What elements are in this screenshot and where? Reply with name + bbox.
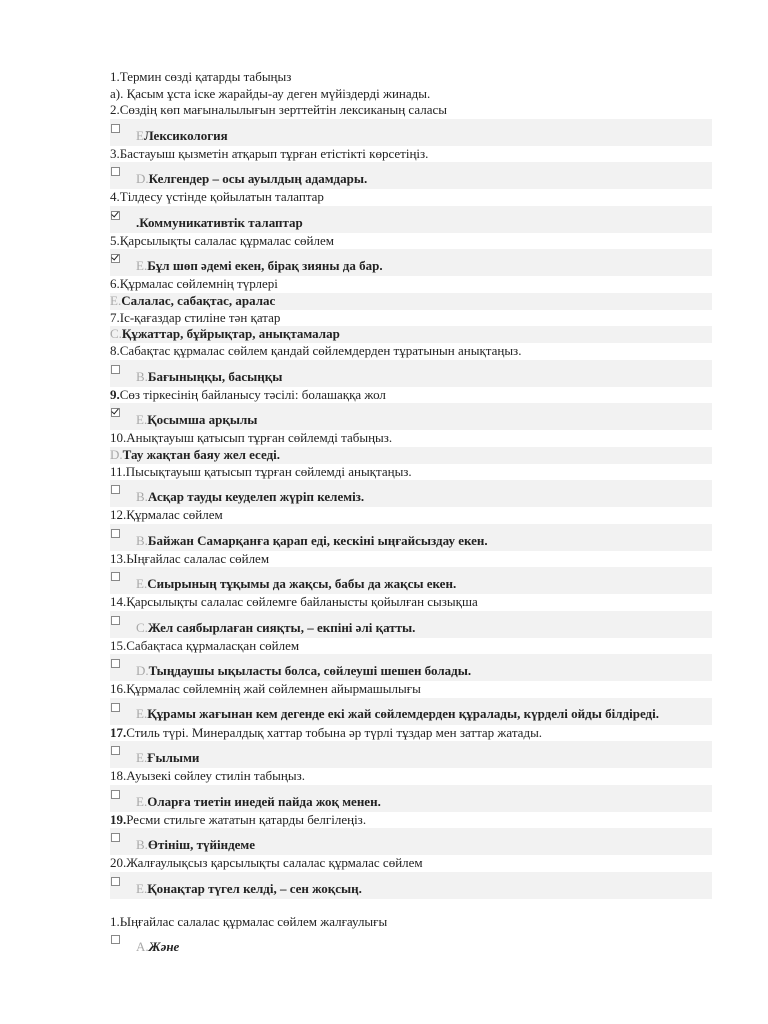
question-number: 16. (110, 681, 127, 696)
answer-text: Бағыныңқы, басыңқы (147, 368, 283, 384)
answer-text: Оларға тиетін инедей пайда жоқ менен. (147, 793, 381, 809)
checkbox[interactable] (111, 365, 120, 374)
checkbox[interactable] (111, 877, 120, 886)
answer-row (110, 403, 712, 430)
answer-letter: D. (136, 663, 149, 678)
question-text: Пысықтауыш қатысып тұрған сөйлемді анықтаңыз. (125, 463, 412, 479)
question-text: Сөздің көп мағыналылығын зерттейтін лексиканың саласы (119, 102, 447, 117)
checkbox[interactable] (111, 833, 120, 842)
question-text: Жалғаулықсыз қарсылықты салалас құрмалас сөйлем (126, 855, 423, 870)
answer-row (110, 293, 712, 310)
question-number: 6. (110, 276, 120, 291)
checkbox[interactable] (111, 529, 120, 538)
question-number: 8. (110, 343, 120, 358)
question-line (110, 638, 712, 655)
checkbox[interactable] (111, 572, 120, 581)
checkbox[interactable] (111, 790, 120, 799)
question-text: Тілдесу үстінде қойылатын талаптар (119, 189, 324, 204)
answer-letter: E. (136, 705, 148, 721)
answer-row (110, 326, 712, 343)
question-text: Сабақтас құрмалас сөйлем қандай сөйлемдерден тұратынын анықтаңыз. (119, 343, 522, 358)
question-line (110, 387, 712, 404)
question-number: 11. (110, 463, 126, 479)
question-number: 7. (110, 309, 120, 325)
question-number: 1. (110, 913, 120, 929)
checkbox[interactable] (111, 616, 120, 625)
question-number: 2. (110, 102, 120, 117)
question-number: 13. (110, 550, 127, 566)
question-text: Стиль түрі. Минералдық хаттар тобына әр түрлі тұздар мен заттар жатады. (126, 724, 543, 740)
question-number: 17. (110, 724, 127, 740)
section-gap (110, 899, 712, 914)
question-text: Ауызекі сөйлеу стилін табыңыз. (126, 768, 305, 783)
answer-letter: C. (136, 619, 148, 635)
question-line (110, 551, 712, 568)
question-line (110, 233, 712, 250)
question-text: Ыңғайлас салалас сөйлем (126, 550, 270, 566)
answer-row (110, 524, 712, 551)
answer-text: Құрамы жағынан кем дегенде екі жай сөйлемдерден құралады, күрделі ойды білдіреді. (147, 705, 659, 721)
question-line (110, 86, 712, 103)
question-text: Анықтауыш қатысып тұрған сөйлемді табыңыз. (126, 430, 393, 445)
question-number: 3. (110, 145, 120, 161)
answer-text: Қонақтар түгел келді, – сен жоқсың. (147, 880, 362, 896)
question-line (110, 276, 712, 293)
question-text: Ресми стильге жататын қатарды белгілеңіз. (126, 811, 367, 827)
question-text: Ыңғайлас салалас құрмалас сөйлем жалғаулығы (119, 913, 388, 929)
answer-letter: D. (136, 171, 149, 186)
answer-text: Салалас, сабақтас, аралас (121, 292, 276, 308)
question-number: 9. (110, 386, 120, 402)
answer-row (110, 162, 712, 189)
question-number: 12. (110, 507, 127, 522)
answer-letter: E. (136, 750, 148, 765)
question-line (110, 343, 712, 360)
question-line (110, 310, 712, 327)
answer-row (110, 698, 712, 725)
answer-letter: B. (136, 489, 148, 504)
answer-text: Және (148, 939, 180, 954)
checkbox[interactable] (111, 703, 120, 712)
question-number: 10. (110, 430, 127, 445)
question-line (110, 855, 712, 872)
answer-letter: B. (136, 532, 148, 548)
answer-row (110, 480, 712, 507)
answer-text: Келгендер – осы ауылдың адамдары. (148, 171, 368, 186)
question-number: 18. (110, 768, 127, 783)
answer-row (110, 360, 712, 387)
question-line (110, 725, 712, 742)
answer-row (110, 785, 712, 812)
document-body (110, 69, 712, 957)
question-line (110, 189, 712, 206)
checkbox[interactable] (111, 124, 120, 133)
answer-letter: D. (110, 446, 123, 462)
answer-row (110, 249, 712, 276)
checkbox-checked[interactable] (111, 211, 120, 220)
question-text: Қарсылықты салалас құрмалас сөйлем (119, 232, 334, 248)
answer-text: Асқар тауды кеуделеп жүріп келеміз. (147, 489, 365, 504)
question-text: Құрмалас сөйлем (126, 507, 223, 522)
answer-text: Ғылыми (147, 750, 200, 765)
answer-text: Тыңдаушы ықыласты болса, сөйлеуші шешен болады. (148, 663, 472, 678)
answer-text: Құжаттар, бұйрықтар, анықтамалар (121, 326, 340, 341)
answer-text: Сиырының тұқымы да жақсы, бабы да жақсы екен. (147, 576, 457, 591)
question-text: Сабақтаса құрмаласқан сөйлем (126, 637, 300, 653)
answer-letter: E. (136, 793, 148, 809)
checkbox[interactable] (111, 485, 120, 494)
answer-letter: E. (110, 292, 122, 308)
question-line (110, 146, 712, 163)
answer-text: Тау жақтан баяу жел еседі. (122, 446, 281, 462)
answer-letter: E. (136, 258, 148, 273)
answer-row (110, 206, 712, 233)
checkbox[interactable] (111, 935, 120, 944)
question-line (110, 594, 712, 611)
answer-text: Жел саябырлаған сияқты, – екпіні әлі қатты. (147, 619, 416, 635)
question-text: Құрмалас сөйлемнің түрлері (119, 276, 278, 291)
answer-row (110, 611, 712, 638)
question-line (110, 430, 712, 447)
question-line (110, 464, 712, 481)
answer-letter: E (136, 127, 144, 143)
question-text: Құрмалас сөйлемнің жай сөйлемнен айырмашылығы (126, 681, 421, 696)
question-number: 14. (110, 594, 127, 609)
question-line (110, 507, 712, 524)
answer-text: Қосымша арқылы (147, 412, 258, 427)
question-line (110, 102, 712, 119)
question-text: Сөз тіркесінің байланысу тәсілі: болашаққа жол (119, 386, 386, 402)
answer-letter: E. (136, 880, 148, 896)
answer-text: Өтініш, түйіндеме (147, 837, 256, 852)
checkbox[interactable] (111, 659, 120, 668)
question-text: а). Қасым ұста іске жарайды-ау деген мүйіздерді жинады. (110, 85, 431, 101)
question-number: 15. (110, 637, 127, 653)
answer-row (110, 654, 712, 681)
checkbox[interactable] (111, 746, 120, 755)
answer-row (110, 930, 712, 957)
question-text: Термин сөзді қатарды табыңыз (119, 69, 292, 84)
answer-row (110, 872, 712, 899)
answer-letter: E. (136, 576, 148, 591)
question-text: Қарсылықты салалас сөйлемге байланысты қойылған сызықша (126, 594, 478, 609)
answer-text: Лексикология (143, 127, 228, 143)
answer-row (110, 567, 712, 594)
answer-letter: B. (136, 837, 148, 852)
question-line (110, 681, 712, 698)
answer-letter: C. (110, 326, 122, 341)
question-line (110, 812, 712, 829)
question-line (110, 69, 712, 86)
answer-letter: B. (136, 368, 148, 384)
question-text: Іс-қағаздар стиліне тән қатар (119, 309, 281, 325)
question-line (110, 768, 712, 785)
answer-text: .Коммуникативтік талаптар (136, 214, 303, 230)
question-number: 19. (110, 811, 127, 827)
checkbox-checked[interactable] (111, 254, 120, 263)
question-number: 1. (110, 69, 120, 84)
answer-row (110, 828, 712, 855)
question-number: 20. (110, 855, 127, 870)
question-number: 5. (110, 232, 120, 248)
answer-text: Бұл шөп әдемі екен, бірақ зияны да бар. (147, 258, 383, 273)
answer-row (110, 119, 712, 146)
answer-letter: A. (136, 939, 149, 954)
question-text: Бастауыш қызметін атқарып тұрған етістікті көрсетіңіз. (119, 145, 429, 161)
question-number: 4. (110, 189, 120, 204)
answer-text: Байжан Самарқанға қарап еді, кескіні ыңғайсыздау екен. (147, 532, 488, 548)
answer-row (110, 447, 712, 464)
answer-letter: E. (136, 412, 148, 427)
question-line (110, 914, 712, 931)
answer-row (110, 741, 712, 768)
checkbox[interactable] (111, 167, 120, 176)
checkbox-checked[interactable] (111, 408, 120, 417)
